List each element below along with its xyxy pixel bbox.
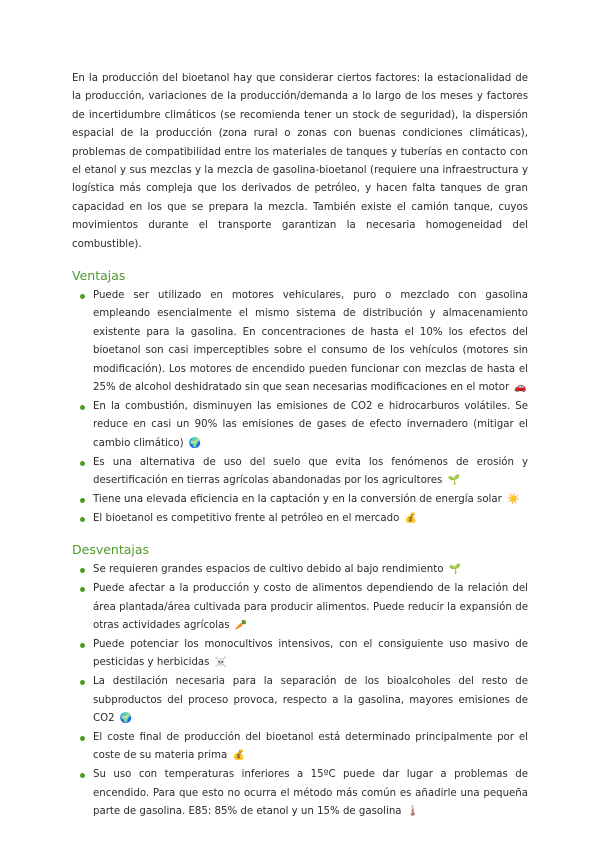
- globe-icon: 🌍: [188, 437, 202, 449]
- globe-icon: 🌍: [119, 713, 133, 725]
- ventajas-heading: Ventajas: [72, 268, 126, 284]
- money-bag-icon: 💰: [232, 750, 245, 762]
- list-item: [72, 561, 528, 579]
- list-item-text: Puede afectar a la producción y costo de alimentos dependiendo de la relación del área plantada/área cultivada para producir alimentos. Puede reducir la expansión de otras actividades agrícolas: [93, 583, 528, 632]
- list-item: [72, 287, 528, 397]
- list-item: [72, 636, 528, 673]
- skull-icon: ☠️: [214, 657, 228, 669]
- bullet-icon: [80, 587, 85, 592]
- bullet-icon: [80, 736, 85, 741]
- list-item: [72, 729, 528, 766]
- bullet-icon: [80, 680, 85, 685]
- list-item-text: La destilación necesaria para la separación de los bioalcoholes del resto de subproductos del proceso provoca, respecto a la gasolina, mayores emisiones de CO2: [93, 676, 528, 725]
- bullet-icon: [80, 294, 85, 299]
- list-item: [72, 491, 528, 509]
- bullet-icon: [80, 643, 85, 648]
- list-item: [72, 510, 528, 528]
- sun-icon: ☀️: [507, 494, 520, 506]
- desventajas-heading: Desventajas: [72, 542, 150, 558]
- seedling-icon: 🌱: [448, 564, 462, 576]
- list-item-text: Su uso con temperaturas inferiores a 15ºC puede dar lugar a problemas de encendido. Para que esto no ocurra el método más común es añadirle una pequeña parte de gasolina. E85: 85% de etanol y un 15% de gasolina: [93, 769, 528, 818]
- list-item: [72, 580, 528, 635]
- list-item: [72, 398, 528, 453]
- list-item-text: Es una alternativa de uso del suelo que evita los fenómenos de erosión y desertificación en tierras agrícolas abandonadas por los agricultores: [93, 456, 528, 487]
- document-content: [72, 70, 528, 822]
- bullet-icon: [80, 461, 85, 466]
- thermometer-icon: 🌡️: [406, 806, 420, 818]
- desventajas-list: [72, 561, 528, 821]
- bullet-icon: [80, 568, 85, 573]
- list-item-text: Puede ser utilizado en motores vehiculares, puro o mezclado con gasolina empleando esencialmente el mismo sistema de distribución y almacenamiento existente para la gasolina. En concentraciones de hasta el 10% los efectos del bioetanol son casi imperceptibles sobre el consumo de los vehículos (motores sin modificación). Los motores de encendido pueden funcionar con mezclas de hasta el 25% de alcohol deshidratado sin que sean necesarias modificaciones en el motor: [93, 290, 528, 394]
- carrot-icon: 🥕: [234, 620, 248, 632]
- list-item: [72, 766, 528, 821]
- list-item: [72, 454, 528, 491]
- bullet-icon: [80, 405, 85, 410]
- list-item-text: El bioetanol es competitivo frente al petróleo en el mercado: [93, 512, 400, 524]
- bullet-icon: [80, 517, 85, 522]
- list-item-text: El coste final de producción del bioetanol está determinado principalmente por el coste de su materia prima: [93, 732, 528, 762]
- bullet-icon: [80, 498, 85, 503]
- list-item-text: En la combustión, disminuyen las emisiones de CO2 e hidrocarburos volátiles. Se reduce en casi un 90% las emisiones de gases de efecto invernadero (mitigar el cambio climático): [93, 401, 528, 449]
- money-bag-icon: 💰: [404, 512, 418, 524]
- car-icon: 🚗: [514, 382, 527, 394]
- list-item: [72, 673, 528, 728]
- list-item-text: Tiene una elevada eficiencia en la captación y en la conversión de energía solar: [93, 494, 502, 506]
- intro-paragraph: En la producción del bioetanol hay que considerar ciertos factores: la estacionalidad de la producción, variaciones de la producción/demanda a lo largo de los meses y factores de incertidumbre climáticos (se recomienda tener un stock de seguridad), la dispersión espacial de la producción (zona rural o zonas con buenas condiciones climáticas), problemas de compatibilidad entre los materiales de tanques y tuberías en contacto con el etanol y sus mezclas y la mezcla de gasolina-bioetanol (requiere una infraestructura y logística más compleja que los derivados de petróleo, y hacen falta tanques de gran capacidad en los que se prepara la mezcla. También existe el camión tanque, cuyos movimientos durante el transporte garantizan la necesaria homogeneidad del combustible).: [72, 73, 528, 250]
- seedling-icon: 🌱: [447, 475, 461, 487]
- bullet-icon: [80, 773, 85, 778]
- list-item-text: Se requieren grandes espacios de cultivo debido al bajo rendimiento: [93, 564, 444, 576]
- ventajas-list: [72, 287, 528, 528]
- list-item-text: Puede potenciar los monocultivos intensivos, con el consiguiente uso masivo de pesticidas y herbicidas: [93, 638, 528, 669]
